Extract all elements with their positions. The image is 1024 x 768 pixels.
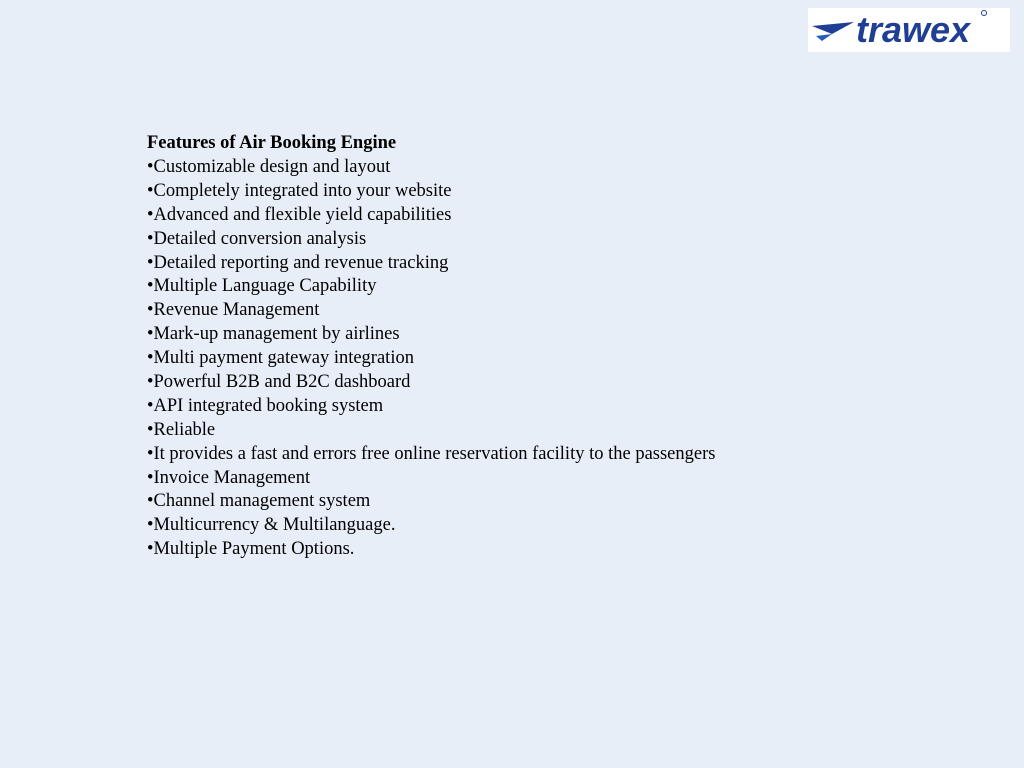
feature-item: • Reliable bbox=[147, 419, 1007, 443]
feature-item: • Detailed conversion analysis bbox=[147, 228, 1007, 252]
feature-item: • Powerful B2B and B2C dashboard bbox=[147, 371, 1007, 395]
feature-item: • Multi payment gateway integration bbox=[147, 347, 1007, 371]
feature-item: • Multiple Payment Options. bbox=[147, 538, 1007, 562]
feature-item: • Multiple Language Capability bbox=[147, 275, 1007, 299]
feature-item: • Completely integrated into your website bbox=[147, 180, 1007, 204]
feature-item: • Mark-up management by airlines bbox=[147, 323, 1007, 347]
feature-item: • It provides a fast and errors free online reservation facility to the passengers bbox=[147, 443, 1007, 467]
feature-item: • Multicurrency & Multilanguage. bbox=[147, 514, 1007, 538]
trawex-logo-graphic bbox=[808, 8, 1010, 52]
arrow-logo-icon bbox=[812, 22, 854, 41]
feature-item: • Invoice Management bbox=[147, 467, 1007, 491]
registered-mark-icon bbox=[982, 11, 987, 16]
feature-item: • Channel management system bbox=[147, 490, 1007, 514]
slide-content bbox=[147, 130, 1007, 562]
feature-item: • API integrated booking system bbox=[147, 395, 1007, 419]
feature-item: • Revenue Management bbox=[147, 299, 1007, 323]
feature-item: • Detailed reporting and revenue tracking bbox=[147, 252, 1007, 276]
logo-wordmark: trawex bbox=[856, 9, 971, 50]
feature-list bbox=[147, 156, 1007, 562]
feature-item: • Advanced and flexible yield capabilities bbox=[147, 204, 1007, 228]
slide-heading: Features of Air Booking Engine bbox=[147, 133, 397, 153]
trawex-logo bbox=[808, 8, 1010, 52]
feature-item: • Customizable design and layout bbox=[147, 156, 1007, 180]
